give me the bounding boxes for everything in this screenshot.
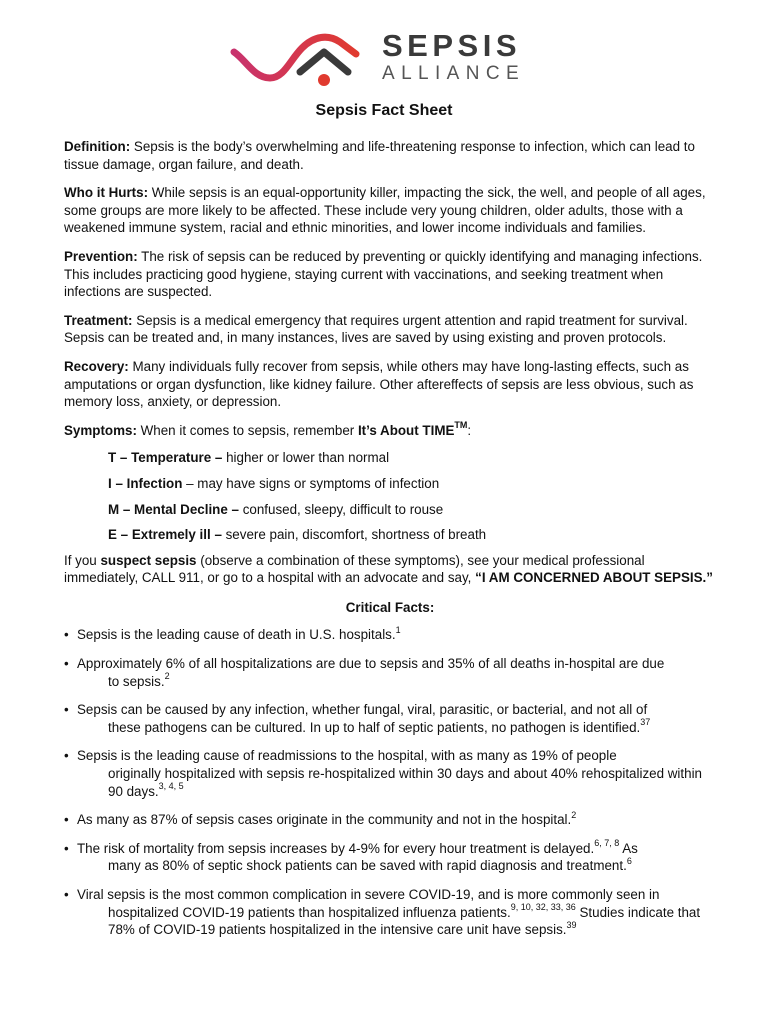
time-item-bold: I – Infection — [108, 475, 183, 491]
time-item-m — [108, 501, 716, 519]
bullet-icon: • — [64, 656, 69, 672]
time-acronym-list — [108, 449, 716, 543]
citation: 9, 10, 32, 33, 36 — [510, 902, 576, 913]
time-item-t — [108, 449, 716, 467]
fact-text: Approximately 6% of all hospitalizations are due to sepsis and 35% of all deaths in-hospital are due — [77, 656, 665, 672]
fact-text-cont: many as 80% of septic shock patients can be saved with rapid diagnosis and treatment. — [108, 858, 627, 874]
fact-text-cont: these pathogens can be cultured. In up to half of septic patients, no pathogen is identified. — [108, 719, 641, 735]
recovery-paragraph — [64, 358, 716, 411]
citation: 3, 4, 5 — [158, 781, 184, 792]
citation: 2 — [571, 809, 577, 820]
time-item-bold: T – Temperature – — [108, 450, 223, 466]
bullet-icon: • — [64, 887, 69, 902]
list-item — [64, 811, 716, 829]
suspect-quote: “I AM CONCERNED ABOUT SEPSIS.” — [475, 570, 713, 586]
time-item-text: severe pain, discomfort, shortness of breath — [221, 527, 487, 543]
time-item-i — [108, 475, 716, 493]
fact-text: The risk of mortality from sepsis increases by 4-9% for every hour treatment is delayed. — [77, 840, 595, 856]
para-label: Prevention: — [64, 248, 138, 264]
para-text: The risk of sepsis can be reduced by preventing or quickly identifying and managing infections. This includes practicing good hygiene, staying current with vaccinations, and seeking treatment when infections are suspected. — [64, 248, 703, 300]
logo-word-sepsis: SEPSIS — [382, 28, 521, 63]
logo-word-alliance: ALLIANCE — [382, 63, 526, 84]
time-item-text: higher or lower than normal — [222, 450, 390, 466]
main-content — [64, 138, 716, 950]
list-item — [64, 701, 716, 736]
para-text: Many individuals fully recover from sepsis, while others may have long-lasting effects, such as amputations or organ dysfunction, like kidney failure. Other aftereffects of sepsis are less obvious, such as memory loss, anxiety, or depression. — [64, 358, 694, 410]
who-it-hurts-paragraph — [64, 184, 716, 237]
critical-facts-heading: Critical Facts: — [345, 599, 435, 615]
fact-text-cont: originally hospitalized with sepsis re-hospitalized within 30 days and about 40% rehospitalized within 90 days. — [108, 766, 702, 799]
page-title: Sepsis Fact Sheet — [315, 102, 453, 119]
list-item — [64, 626, 716, 644]
list-item — [64, 747, 716, 800]
citation: 1 — [395, 625, 401, 635]
list-item — [64, 655, 716, 690]
fact-text: As many as 87% of sepsis cases originate in the community and not in the hospital. — [77, 812, 572, 828]
para-text: Sepsis is the body’s overwhelming and life-threatening response to infection, which can lead to tissue damage, organ failure, and death. — [64, 139, 695, 172]
bullet-icon: • — [64, 812, 69, 828]
logo-mark-icon — [228, 26, 378, 92]
para-label: Definition: — [64, 139, 131, 154]
bullet-icon: • — [64, 748, 69, 764]
symptoms-paragraph — [64, 422, 716, 440]
citation: 6 — [626, 855, 632, 866]
treatment-paragraph — [64, 312, 716, 347]
fact-text-tail: As — [619, 840, 638, 856]
suspect-sepsis-paragraph — [64, 552, 716, 587]
bullet-icon: • — [64, 627, 69, 643]
citation: 2 — [164, 671, 170, 682]
fact-text-cont: hospitalized COVID-19 patients than hospitalized influenza patients. — [108, 904, 511, 920]
para-text: While sepsis is an equal-opportunity killer, impacting the sick, the well, and people of all ages, some groups are more likely to be affected. These include very young children, older adults, those with a weakened immune system, racial and ethnic minorities, and lower income individuals and families. — [64, 185, 706, 236]
para-text: Sepsis is a medical emergency that requires urgent attention and rapid treatment for survival. Sepsis can be treated and, in many instances, lives are saved by using existing and proven protocols. — [64, 312, 688, 346]
time-item-e — [108, 526, 716, 544]
symptoms-end: : — [467, 422, 472, 438]
time-item-text: – may have signs or symptoms of infection — [182, 475, 440, 491]
fact-text: Sepsis is the leading cause of readmissions to the hospital, with as many as 19% of people — [77, 748, 617, 764]
definition-paragraph — [64, 138, 716, 173]
prevention-paragraph — [64, 248, 716, 301]
fact-text: Sepsis is the leading cause of death in U.S. hospitals. — [77, 627, 396, 643]
suspect-pre: If you — [64, 552, 101, 568]
citation: 6, 7, 8 — [594, 838, 620, 849]
symptoms-label: Symptoms: — [64, 422, 137, 438]
bullet-icon: • — [64, 702, 69, 718]
critical-facts-list — [64, 626, 716, 938]
bullet-icon: • — [64, 840, 69, 856]
para-label: Treatment: — [64, 312, 133, 328]
fact-text-cont2: Studies indicate that 78% of COVID-19 patients hospitalized in the intensive care unit have sepsis. — [108, 904, 701, 938]
fact-text-cont: to sepsis. — [108, 673, 165, 689]
time-item-text: confused, sleepy, difficult to rouse — [238, 501, 444, 517]
symptoms-text: When it comes to sepsis, remember — [136, 422, 358, 438]
list-item — [64, 840, 716, 875]
fact-text: Sepsis can be caused by any infection, whether fungal, viral, parasitic, or bacterial, and not all of — [77, 702, 648, 718]
trademark-sup: TM — [454, 420, 468, 431]
para-label: Who it Hurts: — [64, 185, 149, 201]
citation: 39 — [566, 919, 577, 930]
list-item — [64, 886, 716, 939]
suspect-mid: (observe a combination of these symptoms), see your medical professional immediately, CALL 911, or go to a hospital with an advocate and say, — [64, 552, 645, 586]
sepsis-alliance-logo — [228, 26, 558, 92]
para-label: Recovery: — [64, 358, 129, 374]
suspect-bold: suspect sepsis — [100, 552, 197, 568]
citation: 37 — [640, 717, 651, 728]
fact-text: Viral sepsis is the most common complication in severe COVID-19, and is more commonly seen in — [77, 887, 660, 902]
logo-wordmark — [382, 30, 525, 85]
time-item-bold: E – Extremely ill – — [108, 527, 222, 543]
time-item-bold: M – Mental Decline – — [108, 501, 239, 517]
its-about-time: It’s About TIME — [357, 422, 455, 438]
